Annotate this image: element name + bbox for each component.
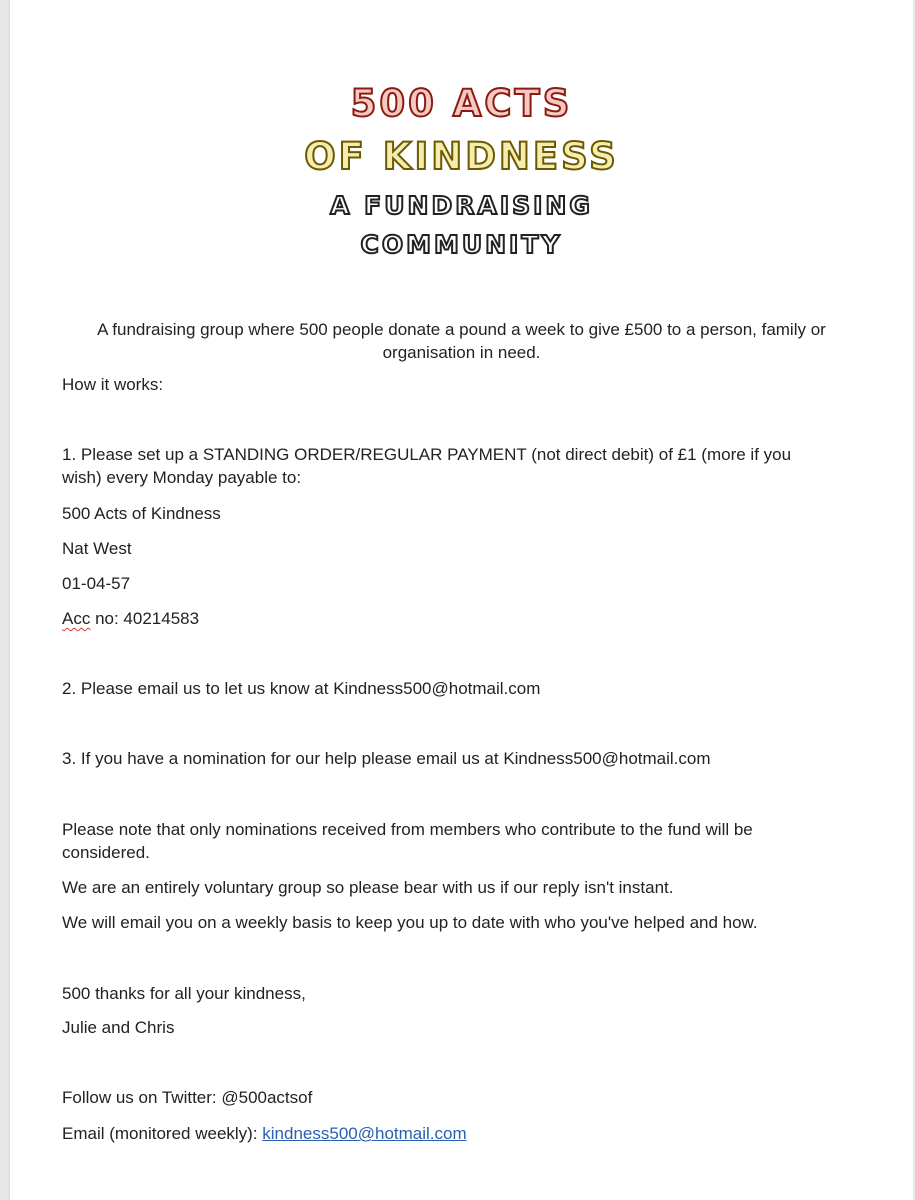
- sort-code: 01-04-57: [62, 574, 131, 593]
- account-number: [62, 608, 199, 630]
- title-line-2: [10, 135, 913, 178]
- title-line-1: [10, 82, 913, 125]
- step-1-line-1: 1. Please set up a STANDING ORDER/REGULAR PAYMENT (not direct debit) of £1 (more if you: [62, 445, 792, 464]
- title-text-of-kindness: OF KINDNESS: [304, 135, 619, 178]
- email-line: [62, 1123, 467, 1145]
- twitter-line: Follow us on Twitter: @500actsof: [62, 1088, 313, 1107]
- intro-line-1: A fundraising group where 500 people donate a pound a week to give £500 to a person, family or: [97, 320, 826, 339]
- document-page: [10, 0, 913, 1200]
- signoff-names: Julie and Chris: [62, 1018, 175, 1037]
- acc-label: Acc: [62, 609, 91, 628]
- note-3: We will email you on a weekly basis to keep you up to date with who you've helped and how.: [62, 913, 758, 932]
- title-text-500-acts: 500 ACTS: [350, 82, 573, 125]
- subtitle-line-1: [10, 191, 913, 220]
- acc-number: no: 40214583: [90, 609, 200, 628]
- subtitle-line-2: [10, 230, 913, 259]
- bank-name: Nat West: [62, 539, 132, 558]
- note-1-line-1: Please note that only nominations received from members who contribute to the fund will be: [62, 820, 753, 839]
- subtitle-text-fundraising: A FUNDRAISING: [330, 191, 593, 220]
- note-1-line-2: considered.: [62, 843, 150, 862]
- step-3: 3. If you have a nomination for our help please email us at Kindness500@hotmail.com: [62, 749, 711, 768]
- step-1-line-2: wish) every Monday payable to:: [62, 468, 302, 487]
- signoff-thanks: 500 thanks for all your kindness,: [62, 984, 306, 1003]
- step-2: 2. Please email us to let us know at Kindness500@hotmail.com: [62, 679, 541, 698]
- bank-payee: 500 Acts of Kindness: [62, 504, 221, 523]
- intro-paragraph: [10, 318, 913, 364]
- note-2: We are an entirely voluntary group so please bear with us if our reply isn't instant.: [62, 878, 674, 897]
- subtitle-text-community: COMMUNITY: [360, 230, 563, 259]
- email-link[interactable]: kindness500@hotmail.com: [262, 1124, 467, 1143]
- email-label: Email (monitored weekly):: [62, 1124, 263, 1143]
- intro-line-2: organisation in need.: [382, 343, 541, 362]
- how-it-works-heading: How it works:: [62, 375, 164, 394]
